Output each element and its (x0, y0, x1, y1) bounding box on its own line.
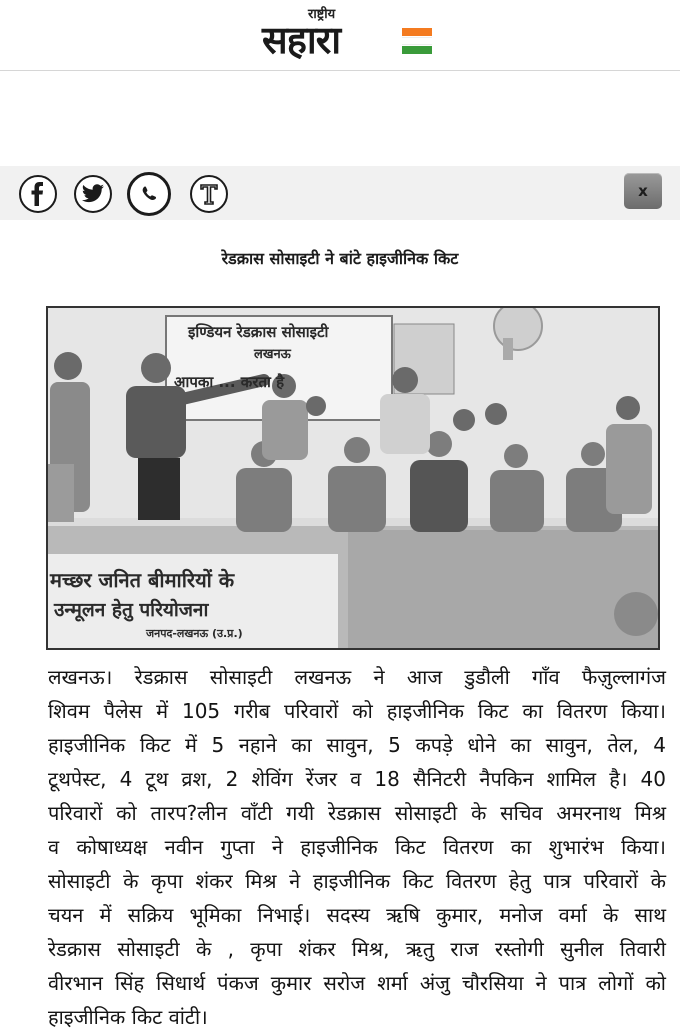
body-line: सोसाइटी के कृपा शंकर मिश्र ने हाइजीनिक किट वितरण हेतु पात्र परिवारों के (48, 869, 666, 893)
article-body (48, 660, 666, 1034)
masthead (0, 0, 680, 71)
body-line: वीरभान सिंह सिधार्थ पंकज कुमार सरोज शर्मा अंजु चौरसिया ने पात्र लोगों को (48, 971, 666, 995)
article-photo (46, 306, 660, 650)
photo-table-banner-line1: मच्छर जनित बीमारियों के (50, 568, 235, 592)
whatsapp-share-button[interactable] (127, 172, 171, 216)
telegram-icon (197, 182, 221, 206)
photo-table-banner-line2: उन्मूलन हेतु परियोजना (54, 599, 209, 621)
photo-banner-top-line1: इण्डियन रेडक्रास सोसाइटी (188, 323, 329, 341)
body-line: लखनऊ। रेडक्रास सोसाइटी लखनऊ ने आज डुडौली गाँव फैज़ुल्लागंज (48, 665, 666, 689)
share-bar (0, 166, 680, 220)
close-button[interactable]: x (624, 173, 662, 209)
logo-small-text: राष्ट्रीय (308, 7, 336, 22)
body-line: हाइजीनिक किट में 5 नहाने का सावुन, 5 कपड़े धोने का सावुन, तेल, 4 (48, 733, 666, 757)
body-line: रेडक्रास सोसाइटी के , कृपा शंकर मिश्र, ऋतु राज रस्तोगी सुनील तिवारी (48, 937, 666, 961)
twitter-icon (81, 184, 105, 204)
twitter-share-button[interactable] (74, 175, 112, 213)
body-line: चयन में सक्रिय भूमिका निभाई। सदस्य ऋषि कुमार, मनोज वर्मा के साथ (48, 903, 666, 927)
body-line: परिवारों को तारप?लीन वाँटी गयी रेडक्रास सोसाइटी के सचिव अमरनाथ मिश्र (48, 801, 666, 825)
newspaper-logo[interactable] (262, 4, 438, 64)
photo-banner-top-line3: आपका ... करता है (174, 373, 285, 391)
photo-banner-top-line2: लखनऊ (254, 347, 291, 362)
body-line: टूथपेस्ट, 4 टूथ व्रश, 2 शेविंग रेंजर व 18 सैनिटरी नैपकिन शामिल है। 40 (48, 767, 666, 791)
article-headline: रेडक्रास सोसाइटी ने बांटे हाइजीनिक किट (221, 249, 459, 268)
body-line: हाइजीनिक किट वांटी। (48, 1005, 208, 1029)
telegram-share-button[interactable] (190, 175, 228, 213)
photo-table-banner-line3: जनपद-लखनऊ (उ.प्र.) (146, 627, 243, 640)
facebook-share-button[interactable] (19, 175, 57, 213)
body-line: व कोषाध्यक्ष नवीन गुप्ता ने हाइजीनिक किट वितरण का शुभारंभ किया। (48, 835, 666, 859)
logo-main-text: सहारा (262, 18, 341, 62)
facebook-icon (27, 182, 49, 206)
flag-icon (402, 28, 432, 54)
whatsapp-icon (136, 181, 162, 207)
body-line: शिवम पैलेस में 105 गरीब परिवारों को हाइजीनिक किट का वितरण किया। (48, 699, 666, 723)
